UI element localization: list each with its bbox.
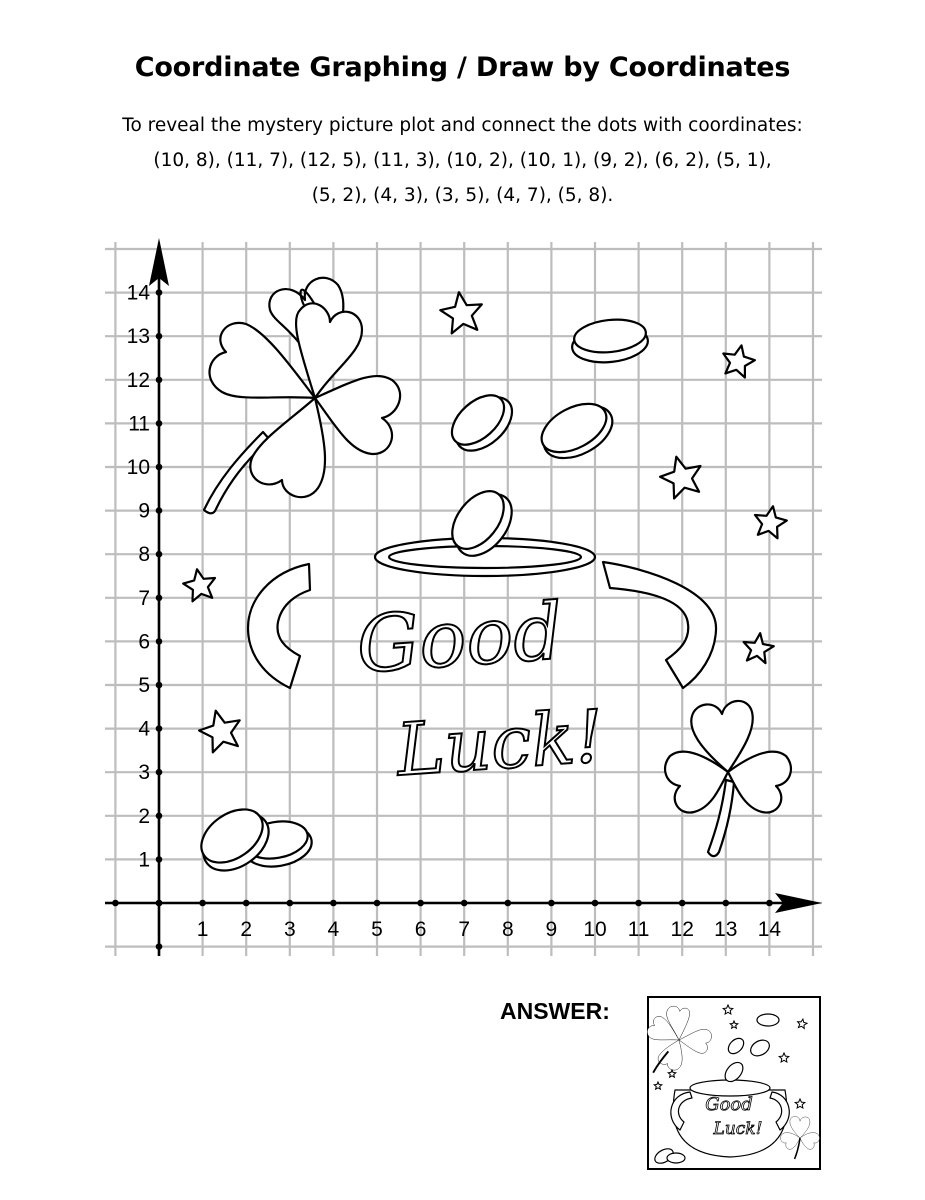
y-tick-label: 8 (138, 543, 150, 567)
coin-icon (534, 394, 621, 469)
x-tick-label: 12 (670, 918, 694, 941)
answer-luck-text: Luck! (713, 1119, 763, 1139)
y-tick-label: 7 (138, 586, 150, 610)
y-tick-label: 9 (138, 499, 150, 523)
instructions-line-1: To reveal the mystery picture plot and connect the dots with coordinates: (122, 115, 803, 136)
y-tick-label: 6 (138, 630, 150, 654)
x-tick-label: 6 (414, 918, 427, 941)
y-tick-label: 13 (126, 325, 150, 349)
instructions-line-3: (5, 2), (4, 3), (3, 5), (4, 7), (5, 8). (311, 185, 614, 206)
page-title: Coordinate Graphing / Draw by Coordinates (134, 52, 791, 83)
x-tick-label: 8 (501, 918, 514, 941)
x-tick-label: 7 (458, 918, 471, 941)
coin-icon (443, 386, 522, 461)
pot-handle-right-icon (603, 562, 716, 688)
shamrock-icon (665, 701, 791, 856)
x-tick-label: 4 (327, 918, 340, 941)
x-tick-label: 9 (545, 918, 558, 941)
star-icon (660, 457, 701, 499)
star-icon (199, 711, 240, 753)
x-axis-tick-labels (197, 918, 782, 941)
luck-text: Luck! (393, 693, 607, 793)
y-tick-label: 14 (126, 281, 150, 305)
x-tick-label: 3 (283, 918, 296, 941)
pot-handle-left-icon (248, 564, 310, 688)
y-tick-label: 4 (138, 717, 150, 741)
y-tick-label: 5 (138, 674, 150, 697)
good-text: Good (353, 586, 566, 692)
y-tick-label: 3 (138, 761, 150, 785)
x-tick-label: 1 (196, 918, 209, 941)
y-axis-tick-labels (127, 282, 151, 872)
x-tick-label: 2 (240, 918, 253, 941)
x-tick-label: 11 (627, 918, 650, 941)
x-tick-label: 13 (714, 918, 738, 941)
star-icon (723, 345, 755, 377)
y-tick-label: 10 (126, 456, 150, 479)
answer-good-text: Good (705, 1094, 753, 1115)
x-tick-label: 10 (583, 918, 607, 941)
y-tick-label: 12 (126, 368, 150, 392)
star-icon (440, 292, 482, 333)
coin-icon (192, 798, 280, 882)
four-leaf-clover-icon (204, 278, 400, 514)
x-tick-label: 5 (371, 918, 383, 941)
y-tick-label: 1 (138, 848, 150, 872)
y-tick-label: 11 (128, 412, 150, 436)
star-icon (183, 569, 215, 601)
x-tick-label: 14 (757, 918, 782, 941)
y-tick-label: 2 (138, 804, 150, 828)
answer-label: ANSWER: (500, 998, 610, 1024)
answer-thumbnail (647, 997, 820, 1169)
instructions-line-2: (10, 8), (11, 7), (12, 5), (11, 3), (10, 2), (10, 1), (9, 2), (6, 2), (5, 1), (153, 150, 772, 171)
